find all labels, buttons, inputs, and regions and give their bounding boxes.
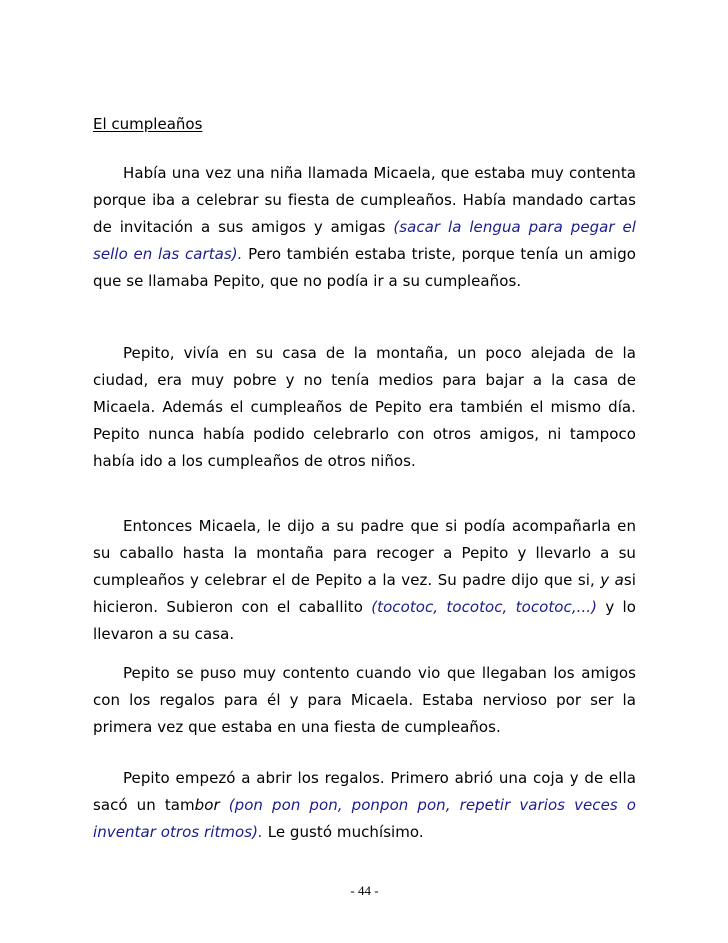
paragraph-5-instruction: (pon pon pon, ponpon pon, repetir varios veces o inventar otros ritmos). (93, 796, 636, 841)
paragraph-1-text-a: Había una vez una niña llamada Micaela, que estaba muy contenta porque iba a celebrar su fiesta de cumpleaños. Había mandado cartas de invitación a sus amigos y amigas (93, 164, 636, 236)
paragraph-3-text-a: Entonces Micaela, le dijo a su padre que si podía acompañarla en su caballo hasta la montaña para recoger a Pepito y llevarlo a su cumpleaños y celebrar el de Pepito a la vez. Su padre dijo que si, (93, 517, 636, 589)
paragraph-3-italic: y a (600, 571, 624, 589)
paragraph-4-text: Pepito se puso muy contento cuando vio que llegaban los amigos con los regalos para él y para Micaela. Estaba nervioso por ser la primera vez que estaba en una fiesta de cumpleaños. (93, 664, 636, 736)
paragraph-5-text-a: Pepito empezó a abrir los regalos. Primero abrió una coja y de ella sacó un tam (93, 769, 636, 814)
paragraph-3 (93, 513, 636, 648)
page-number: - 44 - (350, 883, 379, 898)
paragraph-5-space (220, 796, 229, 814)
paragraph-1-instruction: (sacar la lengua para pegar el sello en las cartas). (93, 218, 636, 263)
paragraph-5 (93, 765, 636, 846)
paragraph-3-text-c: y lo llevaron a su casa. (93, 598, 636, 643)
paragraph-5-italic: bor (194, 796, 220, 814)
paragraph-1 (93, 160, 636, 295)
paragraph-5-text-b: Le gustó muchísimo. (262, 823, 424, 841)
paragraph-1-text-b: Pero también estaba triste, porque tenía un amigo que se llamaba Pepito, que no podía ir a su cumpleaños. (93, 245, 637, 290)
paragraph-2 (93, 340, 636, 475)
paragraph-4 (93, 660, 636, 741)
paragraph-3-instruction: (tocotoc, tocotoc, tocotoc,...) (371, 598, 597, 616)
paragraph-3-text-b: si hicieron. Subieron con el caballito (93, 571, 636, 616)
document-title: El cumpleaños (93, 115, 203, 133)
paragraph-2-text: Pepito, vivía en su casa de la montaña, un poco alejada de la ciudad, era muy pobre y no tenía medios para bajar a la casa de Micaela. Además el cumpleaños de Pepito era también el mismo día. Pepito nunca había podido celebrarlo con otros amigos, ni tampoco había ido a los cumpleaños de otros niños. (93, 344, 636, 470)
document-page (93, 0, 636, 943)
